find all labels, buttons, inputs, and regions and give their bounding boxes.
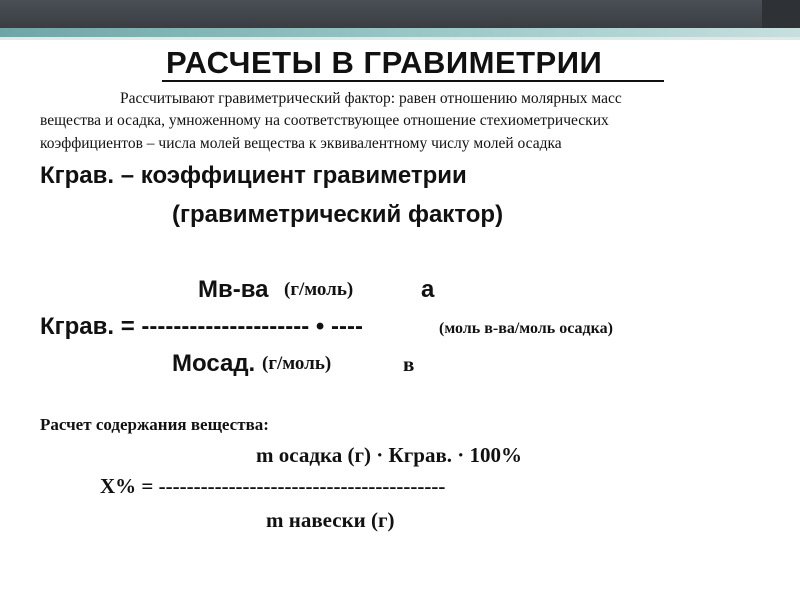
slide-accent-stripe-light — [0, 37, 800, 40]
formula1-coef-a: а — [421, 276, 435, 303]
formula2-lhs: Х% = ----------------------------------------- — [100, 474, 446, 498]
definition-line-2: (гравиметрический фактор) — [172, 201, 504, 228]
formula1-numerator-main: Мв-ва — [198, 276, 269, 303]
formula1-lhs: Кграв. = --------------------- • ---- — [40, 313, 363, 340]
formula1-coef-b: в — [403, 352, 415, 376]
definition-line-1: Кграв. – коэффициент гравиметрии — [40, 162, 467, 189]
title-underline — [162, 80, 664, 82]
formula1-denominator-unit: (г/моль) — [262, 353, 332, 374]
formula2-denominator: m навески (г) — [266, 508, 395, 532]
paragraph-line-2: вещества и осадка, умноженному на соответствующее отношение стехиометрических — [40, 112, 609, 129]
formula1-ratio-note: (моль в-ва/моль осадка) — [439, 320, 613, 337]
formula1-numerator-unit: (г/моль) — [284, 279, 354, 300]
paragraph-line-3: коэффициентов – числа молей вещества к эквивалентному числу молей осадка — [40, 135, 562, 152]
slide-top-bar — [0, 0, 800, 28]
formula2-numerator: m осадка (г) · Кграв. · 100% — [256, 443, 523, 467]
slide-title: РАСЧЕТЫ В ГРАВИМЕТРИИ — [166, 45, 603, 80]
slide-accent-stripe — [0, 28, 800, 37]
paragraph-line-1: Рассчитывают гравиметрический фактор: равен отношению молярных масс — [120, 90, 622, 107]
slide-top-bar-corner — [762, 0, 800, 28]
formula1-denominator-main: Мосад. — [172, 350, 256, 377]
content-heading: Расчет содержания вещества: — [40, 415, 269, 434]
